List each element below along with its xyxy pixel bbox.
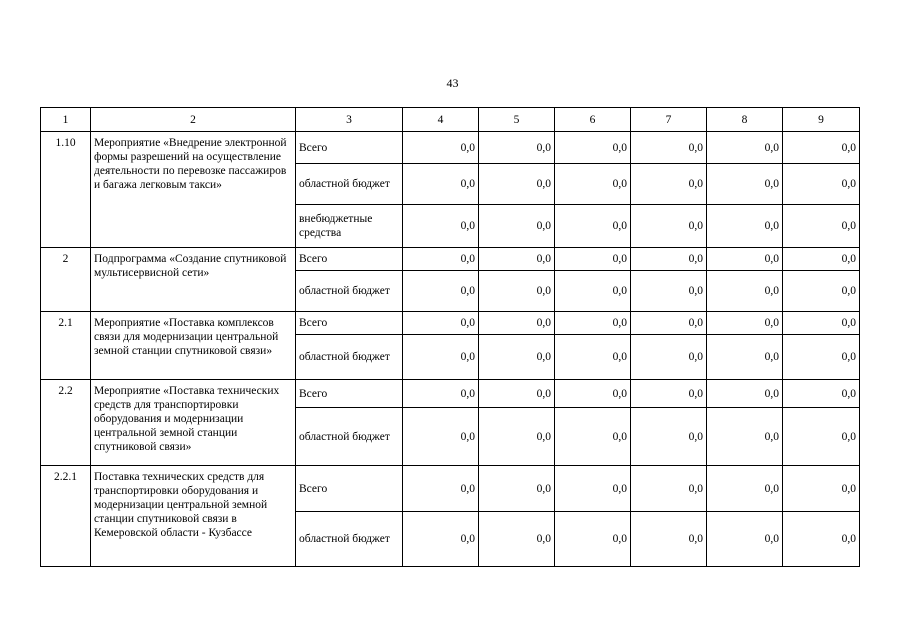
value-cell: 0,0 bbox=[783, 512, 860, 567]
value-cell: 0,0 bbox=[555, 335, 631, 380]
value-cell: 0,0 bbox=[783, 248, 860, 271]
funding-source: Всего bbox=[296, 132, 403, 164]
value-cell: 0,0 bbox=[783, 335, 860, 380]
value-cell: 0,0 bbox=[631, 271, 707, 312]
value-cell: 0,0 bbox=[479, 408, 555, 466]
value-cell: 0,0 bbox=[707, 335, 783, 380]
funding-source: областной бюджет bbox=[296, 335, 403, 380]
row-number: 2.2 bbox=[41, 380, 91, 466]
value-cell: 0,0 bbox=[631, 248, 707, 271]
row-number: 2.1 bbox=[41, 312, 91, 380]
value-cell: 0,0 bbox=[555, 248, 631, 271]
value-cell: 0,0 bbox=[555, 132, 631, 164]
value-cell: 0,0 bbox=[479, 312, 555, 335]
value-cell: 0,0 bbox=[783, 312, 860, 335]
value-cell: 0,0 bbox=[631, 164, 707, 205]
value-cell: 0,0 bbox=[479, 248, 555, 271]
funding-source: Всего bbox=[296, 380, 403, 408]
row-name: Мероприятие «Поставка технических средств для транспортировки оборудования и модернизации центральной земной станции спутниковой связи» bbox=[91, 380, 296, 466]
page-number: 43 bbox=[446, 76, 459, 90]
value-cell: 0,0 bbox=[783, 466, 860, 512]
value-cell: 0,0 bbox=[403, 164, 479, 205]
value-cell: 0,0 bbox=[403, 271, 479, 312]
funding-source: Всего bbox=[296, 312, 403, 335]
value-cell: 0,0 bbox=[555, 271, 631, 312]
table-row bbox=[41, 312, 860, 335]
row-number: 1.10 bbox=[41, 132, 91, 248]
value-cell: 0,0 bbox=[707, 408, 783, 466]
funding-source: областной бюджет bbox=[296, 512, 403, 567]
header-cell-8: 8 bbox=[707, 108, 783, 132]
header-cell-9: 9 bbox=[783, 108, 860, 132]
value-cell: 0,0 bbox=[631, 335, 707, 380]
value-cell: 0,0 bbox=[479, 466, 555, 512]
funding-source: внебюджетные средства bbox=[296, 205, 403, 248]
value-cell: 0,0 bbox=[403, 335, 479, 380]
value-cell: 0,0 bbox=[479, 271, 555, 312]
row-number: 2.2.1 bbox=[41, 466, 91, 567]
row-number: 2 bbox=[41, 248, 91, 312]
value-cell: 0,0 bbox=[783, 408, 860, 466]
value-cell: 0,0 bbox=[707, 271, 783, 312]
value-cell: 0,0 bbox=[707, 248, 783, 271]
value-cell: 0,0 bbox=[403, 512, 479, 567]
value-cell: 0,0 bbox=[707, 164, 783, 205]
value-cell: 0,0 bbox=[783, 271, 860, 312]
value-cell: 0,0 bbox=[403, 312, 479, 335]
value-cell: 0,0 bbox=[555, 380, 631, 408]
value-cell: 0,0 bbox=[479, 132, 555, 164]
value-cell: 0,0 bbox=[479, 380, 555, 408]
table-row bbox=[41, 380, 860, 408]
value-cell: 0,0 bbox=[403, 248, 479, 271]
funding-source: областной бюджет bbox=[296, 271, 403, 312]
value-cell: 0,0 bbox=[707, 466, 783, 512]
value-cell: 0,0 bbox=[479, 164, 555, 205]
value-cell: 0,0 bbox=[403, 466, 479, 512]
row-name: Мероприятие «Поставка комплексов связи для модернизации центральной земной станции спутниковой связи» bbox=[91, 312, 296, 380]
value-cell: 0,0 bbox=[555, 164, 631, 205]
value-cell: 0,0 bbox=[555, 466, 631, 512]
header-cell-7: 7 bbox=[631, 108, 707, 132]
budget-table bbox=[40, 107, 860, 567]
value-cell: 0,0 bbox=[783, 205, 860, 248]
value-cell: 0,0 bbox=[631, 312, 707, 335]
value-cell: 0,0 bbox=[631, 205, 707, 248]
header-row bbox=[41, 108, 860, 132]
value-cell: 0,0 bbox=[707, 312, 783, 335]
header-cell-2: 2 bbox=[91, 108, 296, 132]
value-cell: 0,0 bbox=[783, 380, 860, 408]
value-cell: 0,0 bbox=[631, 380, 707, 408]
value-cell: 0,0 bbox=[555, 512, 631, 567]
value-cell: 0,0 bbox=[631, 512, 707, 567]
header-cell-6: 6 bbox=[555, 108, 631, 132]
value-cell: 0,0 bbox=[555, 312, 631, 335]
value-cell: 0,0 bbox=[555, 205, 631, 248]
funding-source: Всего bbox=[296, 248, 403, 271]
value-cell: 0,0 bbox=[479, 512, 555, 567]
row-name: Подпрограмма «Создание спутниковой мультисервисной сети» bbox=[91, 248, 296, 312]
value-cell: 0,0 bbox=[555, 408, 631, 466]
funding-source: областной бюджет bbox=[296, 164, 403, 205]
table-body bbox=[41, 108, 860, 567]
value-cell: 0,0 bbox=[631, 132, 707, 164]
value-cell: 0,0 bbox=[707, 205, 783, 248]
value-cell: 0,0 bbox=[479, 335, 555, 380]
header-cell-1: 1 bbox=[41, 108, 91, 132]
funding-source: областной бюджет bbox=[296, 408, 403, 466]
value-cell: 0,0 bbox=[783, 164, 860, 205]
row-name: Мероприятие «Внедрение электронной формы разрешений на осуществление деятельности по перевозке пассажиров и багажа легковым такси» bbox=[91, 132, 296, 248]
value-cell: 0,0 bbox=[707, 512, 783, 567]
value-cell: 0,0 bbox=[631, 466, 707, 512]
value-cell: 0,0 bbox=[479, 205, 555, 248]
value-cell: 0,0 bbox=[403, 408, 479, 466]
header-cell-3: 3 bbox=[296, 108, 403, 132]
value-cell: 0,0 bbox=[783, 132, 860, 164]
value-cell: 0,0 bbox=[707, 132, 783, 164]
header-cell-4: 4 bbox=[403, 108, 479, 132]
table-row bbox=[41, 248, 860, 271]
row-name: Поставка технических средств для транспортировки оборудования и модернизации центральной земной станции спутниковой связи в Кемеровской области - Кузбассе bbox=[91, 466, 296, 567]
value-cell: 0,0 bbox=[631, 408, 707, 466]
value-cell: 0,0 bbox=[403, 380, 479, 408]
table-row bbox=[41, 132, 860, 164]
header-cell-5: 5 bbox=[479, 108, 555, 132]
table-row bbox=[41, 466, 860, 512]
funding-source: Всего bbox=[296, 466, 403, 512]
value-cell: 0,0 bbox=[707, 380, 783, 408]
value-cell: 0,0 bbox=[403, 205, 479, 248]
value-cell: 0,0 bbox=[403, 132, 479, 164]
